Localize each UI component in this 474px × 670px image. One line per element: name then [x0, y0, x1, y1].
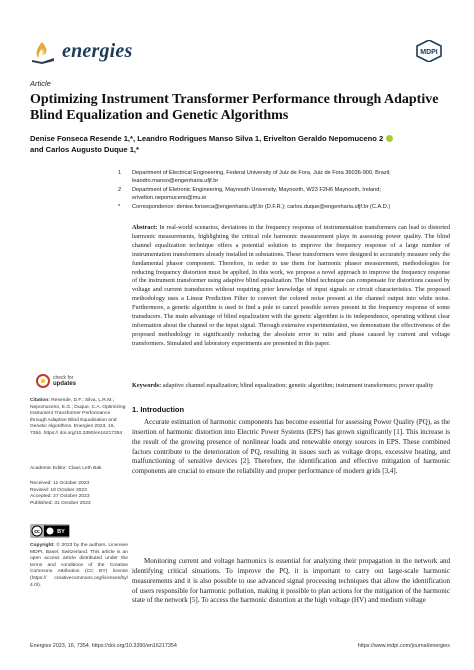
footer-citation: Energies 2023, 16, 7354. https://doi.org/10.3390/en16217354 — [30, 643, 177, 649]
published-date: Published: 31 October 2023 — [30, 500, 91, 506]
svg-text:BY: BY — [57, 529, 65, 536]
revised-date: Revised: 18 October 2023 — [30, 487, 87, 493]
abstract-label: Abstract: — [132, 224, 158, 231]
cc-by-icon — [30, 524, 70, 538]
check-updates-icon — [36, 374, 50, 388]
keywords-label: Keywords: — [132, 382, 162, 389]
orcid-icon[interactable] — [386, 135, 393, 142]
authors-line-2: and Carlos Augusto Duque 1,* — [30, 145, 139, 154]
publisher-logo-text: MDPI — [420, 49, 438, 56]
authors-line-1: Denise Fonseca Resende 1,*, Leandro Rodrigues Manso Silva 1, Erivelton Geraldo Nepomuceno 2 — [30, 133, 450, 144]
author-list — [30, 133, 450, 155]
keywords-text: adaptive channel equalization; blind equalization; genetic algorithm; instrument transformers; power quality — [162, 382, 434, 389]
flame-book-icon — [30, 40, 56, 64]
article-type: Article — [30, 79, 51, 88]
footer-journal-link[interactable]: https://www.mdpi.com/journal/energies — [357, 643, 450, 649]
journal-name: energies — [62, 40, 133, 62]
affiliation-1: 1 Department of Electrical Engineering, Federal University of Juiz de Fora, Juiz de Fora 36036-900, Brazil; leandro.manso@engenharia.ufjf.br — [118, 170, 391, 184]
section-heading-introduction: 1. Introduction — [132, 405, 185, 414]
academic-editor: Academic Editor: Claus Leth Bak — [30, 466, 102, 471]
received-date: Received: 11 October 2023 — [30, 481, 90, 486]
dates-block — [30, 481, 128, 507]
intro-paragraph-2: Monitoring current and voltage harmonics is essential for analyzing their propagation in the network and identifying critical situations. To improve the PQ, it is important to carry out large-scale harmonic measurements and it is also possible to use advanced signal processing techniques that allow the identification of users responsible for harmonic pollution, making it possible to plan actions for the mitigation of the harmonic state of the network [5]. To access the harmonic distortion at the high voltage (HV) and medium voltage — [132, 557, 450, 605]
check-for-updates-button[interactable]: check for updates — [30, 374, 120, 392]
accepted-date: Accepted: 27 October 2023 — [30, 494, 90, 500]
citation-block: Citation: Resende, D.F.; Silva, L.R.M.; Nepomuceno, E.G.; Duque, C.A. Optimizing Instrument Transformer Performance through Adaptive Blind Equalization and Genetic Algorithms. Energies 2023, 16, 7354. https:// doi.org/10.3390/en16217354 — [30, 398, 126, 436]
abstract — [132, 224, 450, 349]
intro-paragraph-1: Accurate estimation of harmonic components has become essential for assessing Power Quality (PQ), as the insertion of harmonic distortion into Electric Power Systems (EPS) has grown significantly [1]. This increase is the result of the growing presence of nonlinear loads and renewable energy sources in EPS. These combined factors contribute to the deterioration of PQ, resulting in issues such as voltage drops, excessive heating, and malfunctioning of sensitive devices [2]. Therefore, the identification and effective mitigation of harmonic components are crucial to ensure the reliability and proper performance of modern grids [3,4]. — [132, 418, 450, 476]
svg-text:cc: cc — [34, 529, 40, 535]
mdpi-logo — [414, 40, 444, 62]
keywords — [132, 382, 450, 391]
affiliation-2: 2 Department of Eletronic Engineering, Maynooth University, Maynooth, W23 F2H6 Maynooth, Ireland; erivelton.nepomuceno@mu.ie — [118, 187, 381, 201]
copyright-block: Copyright: © 2023 by the authors. Licensee MDPI, Basel, Switzerland. This article is an open access article distributed under the terms and conditions of the Creative Commons Attribution (CC BY) license (https:// creativecommons.org/licenses/by/ 4.0/). — [30, 543, 128, 588]
correspondence: * Correspondence: denise.fonseca@engenharia.ufjf.br (D.F.R.); carlos.duque@engenharia.ufjf.br (C.A.D.) — [118, 204, 391, 210]
paper-title: Optimizing Instrument Transformer Performance through Adaptive Blind Equalization and Genetic Algorithms — [30, 92, 439, 123]
abstract-text: In real-world scenarios, deviations in the frequency response of instrumentation transformers can lead to distorted harmonic measurements, highlighting the critical role harmonic measurement plays in assessing power quality. The blind channel equalization technique offers a potential solution to improve the frequency response of a large number of instrumentation transformers already installed in substations. These transformers were designed to accurately measure only the fundamental phasor component. Therefore, in order to use them for harmonic phasor measurement, methodologies for reducing frequency distortion must be applied. In this work, we propose a novel approach to improve the frequency response of the instrument transformer using adaptive blind equalization. The blind technique can compensate for distortions caused by voltage and current transducers without requiring prior knowledge of input signals or circuit characteristics. The proposed methodology uses a Linear Prediction Filter to convert the colored noise present at the channel output into white noise. Furthermore, a genetic algorithm is used to find a pole to cancel possible zeroes present in the frequency response of some transducers. The main advantage of blind equalization with the genetic algorithm is its independence, operating without clear information about the channel or the input signal. Through extensive experimentation, we demonstrate the effectiveness of the proposed methodology in significantly reducing the absolute error in ratio and phase caused by current and voltage transformers. Simulated and laboratory experiments are presented in this paper. — [132, 224, 450, 347]
